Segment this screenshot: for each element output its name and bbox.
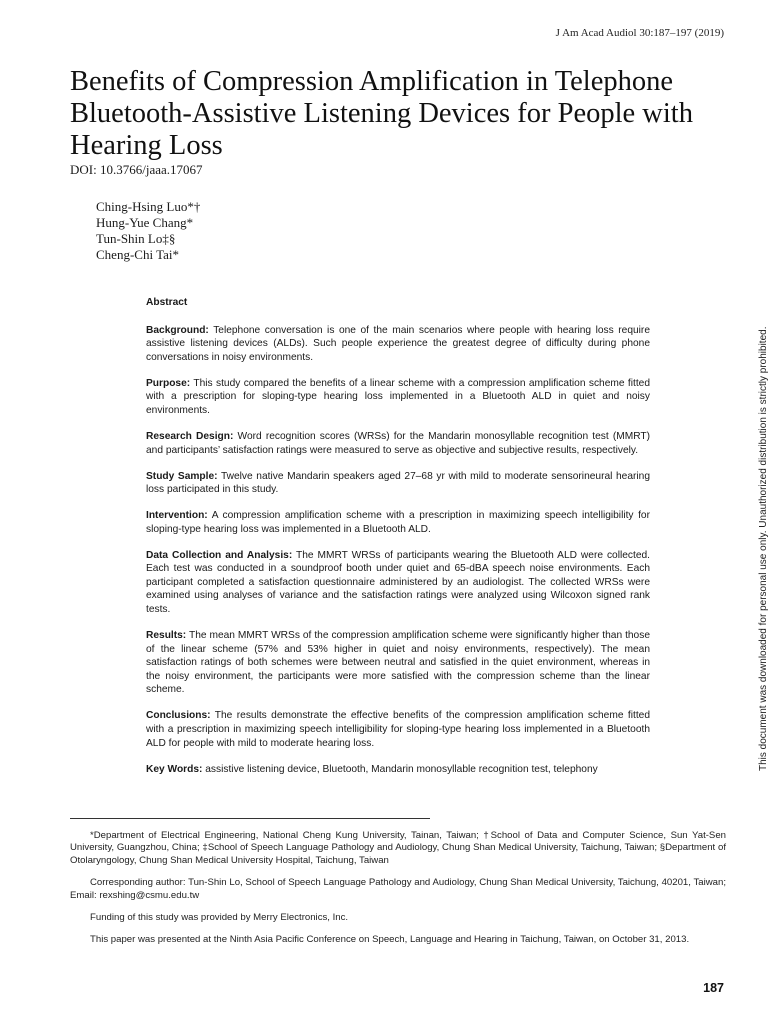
article-title: Benefits of Compression Amplification in Telephone Bluetooth-Assistive Listening Devices for People with Hearing Loss <box>70 66 693 161</box>
abstract-purpose <box>146 377 650 418</box>
author-list <box>96 199 200 263</box>
usage-notice: This document was downloaded for personal use only. Unauthorized distribution is strictly prohibited. <box>758 326 769 771</box>
section-label: Results: <box>146 630 187 642</box>
abstract-background <box>146 324 650 365</box>
section-text: This study compared the benefits of a linear scheme with a compression amplification scheme fitted with a prescription for sloping-type hearing loss implemented in a Bluetooth ALD in quiet and noisy environments. <box>146 377 651 416</box>
abstract-results <box>146 629 650 697</box>
footnote-divider <box>70 818 430 819</box>
abstract-data-collection <box>146 549 650 617</box>
section-text: assistive listening device, Bluetooth, Mandarin monosyllable recognition test, telephony <box>205 763 598 775</box>
footnote-funding: Funding of this study was provided by Merry Electronics, Inc. <box>90 912 349 924</box>
section-label: Conclusions: <box>146 710 211 722</box>
author-name: Ching-Hsing Luo*† <box>96 199 201 214</box>
abstract-study-sample <box>146 470 650 497</box>
page-number: 187 <box>703 981 724 995</box>
abstract-key-words <box>146 763 650 777</box>
abstract-section <box>146 296 650 789</box>
section-label: Research Design: <box>146 430 234 442</box>
section-label: Study Sample: <box>146 470 218 482</box>
abstract-intervention <box>146 509 650 536</box>
author-name: Cheng-Chi Tai* <box>96 247 179 262</box>
footnote-presentation: This paper was presented at the Ninth Asia Pacific Conference on Speech, Language and Hearing in Taichung, Taiwan, on October 31, 2013. <box>90 934 690 946</box>
abstract-research-design <box>146 430 650 457</box>
section-label: Key Words: <box>146 763 203 775</box>
section-text: The MMRT WRSs of participants wearing the Bluetooth ALD were collected. Each test was conducted in a soundproof booth under quiet and 65-dBA speech noise environments. Each participant completed a satisfaction questionnaire administered by an audiologist. The collected WRSs were examined using analyses of variance and the satisfaction ratings were analyzed using Wilcoxon signed rank tests. <box>146 549 650 616</box>
journal-citation: J Am Acad Audiol 30:187–197 (2019) <box>555 27 724 39</box>
section-label: Background: <box>146 324 209 336</box>
section-text: Twelve native Mandarin speakers aged 27–68 yr with mild to moderate sensorineural hearing loss participated in this study. <box>146 470 650 496</box>
abstract-conclusions <box>146 709 650 750</box>
section-text: Word recognition scores (WRSs) for the Mandarin monosyllable recognition test (MMRT) and participants’ satisfaction ratings were measured to serve as objective and subjective results, respectively. <box>146 430 650 456</box>
footnote-affiliations: *Department of Electrical Engineering, National Cheng Kung University, Tainan, Taiwan; †School of Data and Computer Science, Sun Yat-Sen University, Guangzhou, China; ‡School of Speech Language Pathology and Audiology, Chung Shan Medical University, Taichung, Taiwan; §Department of Otolaryngology, Chung Shan Medical University Hospital, Taichung, Taiwan <box>70 830 726 866</box>
abstract-heading: Abstract <box>146 297 188 308</box>
author-name: Tun-Shin Lo‡§ <box>96 231 176 246</box>
author-name: Hung-Yue Chang* <box>96 215 194 230</box>
footnote-corresponding-author: Corresponding author: Tun-Shin Lo, School of Speech Language Pathology and Audiology, Chung Shan Medical University, Taichung, 40201, Taiwan; Email: rexshing@csmu.edu.tw <box>70 877 726 901</box>
section-text: Telephone conversation is one of the main scenarios where people with hearing loss require assistive listening devices (ALDs). Such people experience the greatest degree of difficulty during phone conversations in noisy environments. <box>146 324 650 363</box>
section-text: The mean MMRT WRSs of the compression amplification scheme were significantly higher than those of the linear scheme (57% and 53% higher in quiet and noisy environments, respectively). The mean satisfaction ratings of both schemes were between neutral and satisfied in the quiet environment, whereas in the noisy environment, the participants were more satisfied with the compression scheme than the linear scheme. <box>146 630 650 696</box>
section-label: Intervention: <box>146 510 208 522</box>
section-label: Data Collection and Analysis: <box>146 549 293 561</box>
section-label: Purpose: <box>146 377 191 389</box>
doi-link[interactable]: DOI: 10.3766/jaaa.17067 <box>70 162 203 177</box>
section-text: The results demonstrate the effective benefits of the compression amplification scheme fitted with a prescription in maximizing speech intelligibility for sloping-type hearing loss implemented in a Bluetooth ALD for people with mild to moderate hearing loss. <box>146 710 650 749</box>
section-text: A compression amplification scheme with a prescription in maximizing speech intelligibility for sloping-type hearing loss was implemented in a Bluetooth ALD. <box>146 510 650 535</box>
footnotes <box>70 830 726 957</box>
